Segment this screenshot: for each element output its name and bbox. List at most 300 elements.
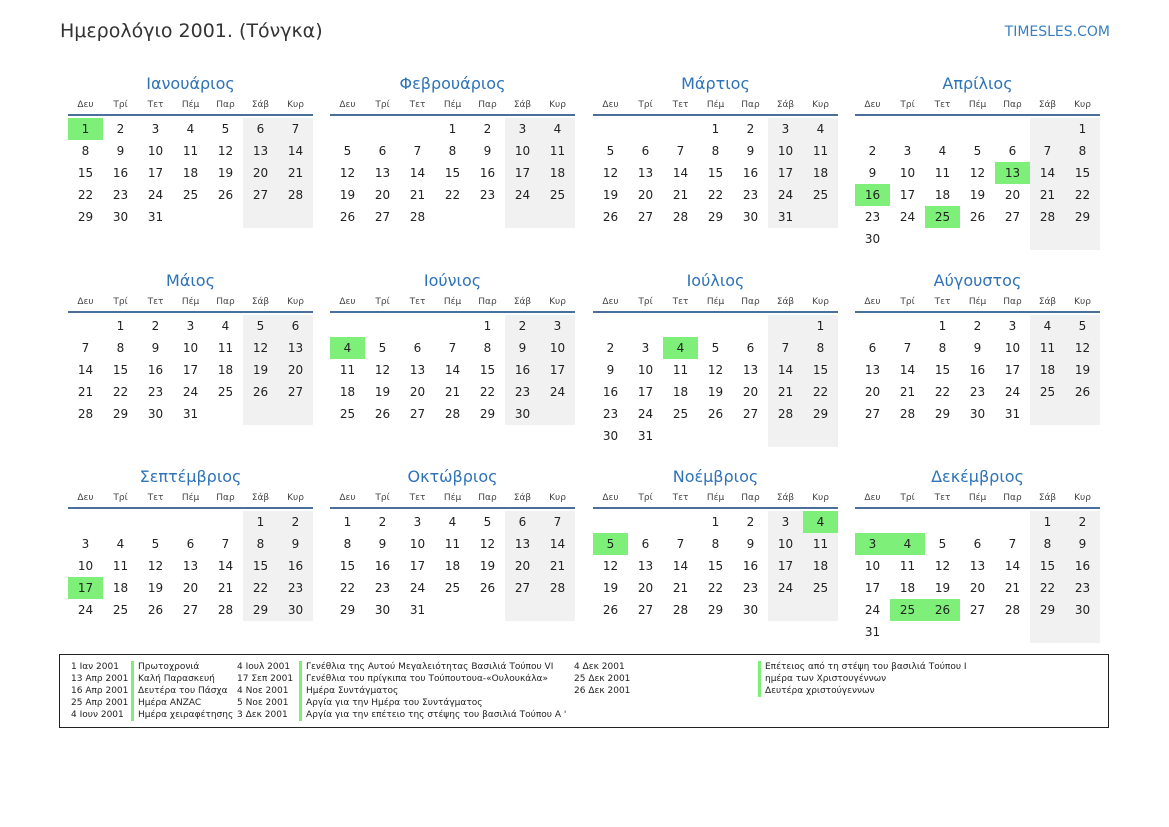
day-cell: 30	[278, 599, 313, 621]
empty-day-cell	[435, 599, 470, 621]
empty-day-cell	[173, 206, 208, 228]
weekday-label: Τρί	[638, 297, 653, 307]
empty-day-cell	[208, 403, 243, 425]
legend-item	[237, 709, 566, 721]
day-cell: 31	[182, 407, 199, 421]
weekday-label: Κυρ	[1074, 100, 1091, 110]
day-cell: 23	[1065, 577, 1100, 599]
day-cell: 5	[973, 144, 982, 158]
day-cell: 21	[1030, 184, 1065, 206]
weekday-label: Παρ	[216, 297, 235, 307]
day-cell: 20	[1004, 188, 1021, 202]
day-cell: 21	[672, 581, 689, 595]
week-row	[330, 359, 575, 381]
day-cell: 7	[676, 144, 685, 158]
day-cell: 18	[112, 581, 129, 595]
weekday-label: Τετ	[409, 297, 426, 307]
week-row	[855, 403, 1100, 425]
empty-day-cell	[435, 315, 470, 337]
day-cell: 23	[742, 188, 759, 202]
week-row	[68, 184, 313, 206]
day-cell: 8	[116, 341, 125, 355]
month-weeks	[68, 509, 313, 621]
day-cell: 3	[413, 515, 422, 529]
weekday-header	[593, 96, 838, 116]
empty-day-cell	[1065, 403, 1100, 425]
day-cell: 14	[409, 166, 426, 180]
holiday-day-cell: 4	[803, 511, 838, 533]
month-name: Ιούνιος	[423, 271, 482, 290]
empty-day-cell	[540, 206, 575, 228]
week-row	[593, 577, 838, 599]
day-cell: 4	[221, 319, 230, 333]
week-row	[855, 511, 1100, 533]
day-cell: 6	[413, 341, 422, 355]
day-cell: 25	[112, 603, 129, 617]
day-cell: 19	[602, 581, 619, 595]
day-cell: 5	[1065, 315, 1100, 337]
day-cell: 5	[483, 515, 492, 529]
holiday-date: 16 Απρ 2001	[71, 686, 129, 696]
holiday-day-cell: 3	[855, 533, 890, 555]
weekday-label: Σάβ	[513, 297, 532, 307]
day-cell: 28	[768, 403, 803, 425]
weekday-header	[68, 293, 313, 313]
day-cell: 10	[768, 533, 803, 555]
week-row	[68, 315, 313, 337]
holiday-day-cell: 4	[890, 533, 925, 555]
day-cell: 3	[151, 122, 160, 136]
empty-day-cell	[663, 425, 698, 447]
legend-item	[71, 685, 233, 697]
day-cell: 24	[637, 407, 654, 421]
day-cell: 29	[707, 210, 724, 224]
day-cell: 26	[147, 603, 164, 617]
day-cell: 6	[378, 144, 387, 158]
week-row	[330, 184, 575, 206]
day-cell: 16	[742, 166, 759, 180]
day-cell: 4	[186, 122, 195, 136]
day-cell: 12	[339, 166, 356, 180]
legend-item	[574, 661, 967, 673]
weekday-label: Πέμ	[181, 297, 200, 307]
weekday-label: Τετ	[672, 100, 689, 110]
site-link[interactable]: TIMESLES.COM	[1004, 24, 1110, 40]
day-cell: 12	[934, 559, 951, 573]
day-cell: 3	[81, 537, 90, 551]
day-cell: 16	[147, 363, 164, 377]
day-cell: 16	[112, 166, 129, 180]
weekday-label: Παρ	[741, 100, 760, 110]
weekday-label: Κυρ	[812, 493, 829, 503]
month-4	[855, 72, 1100, 250]
weekday-label: Κυρ	[1074, 297, 1091, 307]
empty-day-cell	[995, 621, 1030, 643]
week-row	[855, 555, 1100, 577]
day-cell: 19	[1065, 359, 1100, 381]
week-row	[593, 118, 838, 140]
empty-day-cell	[960, 228, 995, 250]
day-cell: 1	[343, 515, 352, 529]
day-cell: 14	[1030, 162, 1065, 184]
empty-day-cell	[243, 403, 278, 425]
empty-day-cell	[855, 315, 890, 337]
day-cell: 13	[243, 140, 278, 162]
day-cell: 19	[374, 385, 391, 399]
legend-item	[574, 673, 967, 685]
day-cell: 9	[868, 166, 877, 180]
weekday-label: Σάβ	[1038, 100, 1057, 110]
day-cell: 16	[479, 166, 496, 180]
day-cell: 16	[1065, 555, 1100, 577]
day-cell: 22	[803, 381, 838, 403]
weekday-label: Τρί	[375, 100, 390, 110]
weekday-label: Τετ	[147, 100, 164, 110]
day-cell: 30	[374, 603, 391, 617]
day-cell: 1	[711, 515, 720, 529]
week-row	[330, 555, 575, 577]
day-cell: 20	[969, 581, 986, 595]
day-cell: 21	[77, 385, 94, 399]
month-name: Ιανουάριος	[146, 74, 235, 93]
day-cell: 13	[742, 363, 759, 377]
day-cell: 15	[444, 166, 461, 180]
holiday-name: Ημέρα ANZAC	[131, 697, 201, 709]
day-cell: 19	[147, 581, 164, 595]
day-cell: 6	[278, 315, 313, 337]
day-cell: 25	[182, 188, 199, 202]
weekday-label: Κυρ	[287, 100, 304, 110]
day-cell: 12	[969, 166, 986, 180]
day-cell: 31	[864, 625, 881, 639]
holiday-date: 5 Νοε 2001	[237, 698, 289, 708]
day-cell: 5	[243, 315, 278, 337]
empty-day-cell	[470, 206, 505, 228]
month-9	[68, 465, 313, 621]
day-cell: 10	[540, 337, 575, 359]
day-cell: 9	[973, 341, 982, 355]
legend-item	[71, 661, 233, 673]
weekday-label: Πέμ	[443, 297, 462, 307]
day-cell: 15	[934, 363, 951, 377]
day-cell: 24	[182, 385, 199, 399]
day-cell: 3	[641, 341, 650, 355]
week-row	[855, 162, 1100, 184]
day-cell: 27	[864, 407, 881, 421]
day-cell: 13	[182, 559, 199, 573]
day-cell: 29	[803, 403, 838, 425]
empty-day-cell	[330, 315, 365, 337]
day-cell: 6	[505, 511, 540, 533]
day-cell: 12	[602, 166, 619, 180]
day-cell: 12	[479, 537, 496, 551]
day-cell: 1	[711, 122, 720, 136]
day-cell: 17	[1004, 363, 1021, 377]
week-row	[330, 337, 575, 359]
week-row	[855, 359, 1100, 381]
week-row	[855, 228, 1100, 250]
day-cell: 11	[1030, 337, 1065, 359]
weekday-header	[593, 293, 838, 313]
day-cell: 1	[938, 319, 947, 333]
day-cell: 14	[1004, 559, 1021, 573]
day-cell: 19	[707, 385, 724, 399]
day-cell: 31	[768, 206, 803, 228]
weekday-label: Δευ	[77, 493, 94, 503]
day-cell: 9	[606, 363, 615, 377]
month-weeks	[593, 313, 838, 447]
legend-column	[237, 661, 566, 721]
weekday-label: Παρ	[216, 100, 235, 110]
weekday-label: Τετ	[672, 493, 689, 503]
day-cell: 19	[934, 581, 951, 595]
week-row	[68, 162, 313, 184]
day-cell: 29	[479, 407, 496, 421]
month-name: Μάιος	[166, 271, 215, 290]
day-cell: 10	[899, 166, 916, 180]
day-cell: 6	[973, 537, 982, 551]
week-row	[593, 599, 838, 621]
day-cell: 21	[899, 385, 916, 399]
weekday-label: Τετ	[147, 493, 164, 503]
week-row	[68, 403, 313, 425]
day-cell: 21	[540, 555, 575, 577]
day-cell: 2	[378, 515, 387, 529]
week-row	[68, 206, 313, 228]
week-row	[593, 315, 838, 337]
day-cell: 1	[243, 511, 278, 533]
day-cell: 22	[77, 188, 94, 202]
day-cell: 20	[864, 385, 881, 399]
holiday-day-cell: 17	[68, 577, 103, 599]
day-cell: 7	[1008, 537, 1017, 551]
day-cell: 14	[217, 559, 234, 573]
week-row	[330, 315, 575, 337]
day-cell: 18	[182, 166, 199, 180]
day-cell: 28	[540, 577, 575, 599]
empty-day-cell	[995, 511, 1030, 533]
weekday-label: Πέμ	[443, 100, 462, 110]
week-row	[855, 140, 1100, 162]
day-cell: 29	[243, 599, 278, 621]
week-row	[593, 425, 838, 447]
day-cell: 14	[278, 140, 313, 162]
legend-item	[237, 697, 566, 709]
year-calendar	[68, 72, 1102, 658]
empty-day-cell	[435, 206, 470, 228]
empty-day-cell	[68, 315, 103, 337]
day-cell: 23	[742, 581, 759, 595]
day-cell: 8	[1065, 140, 1100, 162]
day-cell: 15	[1065, 162, 1100, 184]
day-cell: 5	[711, 341, 720, 355]
month-3	[593, 72, 838, 228]
week-row	[68, 140, 313, 162]
empty-day-cell	[1030, 403, 1065, 425]
day-cell: 3	[186, 319, 195, 333]
holiday-day-cell: 25	[925, 206, 960, 228]
day-cell: 17	[540, 359, 575, 381]
day-cell: 16	[374, 559, 391, 573]
day-cell: 31	[409, 603, 426, 617]
empty-day-cell	[698, 315, 733, 337]
day-cell: 7	[768, 337, 803, 359]
day-cell: 30	[742, 210, 759, 224]
month-name: Σεπτέμβριος	[139, 467, 242, 486]
week-row	[855, 577, 1100, 599]
day-cell: 19	[243, 359, 278, 381]
day-cell: 19	[969, 188, 986, 202]
day-cell: 16	[742, 559, 759, 573]
weekday-label: Κυρ	[1074, 493, 1091, 503]
weekday-label: Σάβ	[1038, 493, 1057, 503]
day-cell: 12	[147, 559, 164, 573]
holiday-name: Ημέρα Συντάγματος	[299, 685, 398, 697]
empty-day-cell	[663, 118, 698, 140]
day-cell: 20	[742, 385, 759, 399]
weekday-label: Παρ	[741, 493, 760, 503]
week-row	[330, 599, 575, 621]
weekday-label: Τετ	[409, 493, 426, 503]
holiday-date: 1 Ιαν 2001	[71, 662, 119, 672]
day-cell: 25	[1030, 381, 1065, 403]
day-cell: 16	[278, 555, 313, 577]
day-cell: 23	[278, 577, 313, 599]
weekday-label: Τρί	[375, 493, 390, 503]
day-cell: 10	[1004, 341, 1021, 355]
day-cell: 17	[899, 188, 916, 202]
day-cell: 22	[707, 581, 724, 595]
day-cell: 26	[602, 210, 619, 224]
weekday-header	[330, 293, 575, 313]
day-cell: 3	[768, 118, 803, 140]
day-cell: 2	[278, 511, 313, 533]
day-cell: 23	[147, 385, 164, 399]
day-cell: 11	[803, 533, 838, 555]
empty-day-cell	[1030, 118, 1065, 140]
weekday-header	[593, 489, 838, 509]
month-6	[330, 269, 575, 425]
weekday-label: Σάβ	[251, 100, 270, 110]
empty-day-cell	[365, 118, 400, 140]
legend-item	[71, 709, 233, 721]
month-5	[68, 269, 313, 425]
day-cell: 13	[409, 363, 426, 377]
month-name: Μάρτιος	[681, 74, 750, 93]
holiday-date: 25 Απρ 2001	[71, 698, 129, 708]
day-cell: 11	[182, 144, 199, 158]
holiday-day-cell: 25	[890, 599, 925, 621]
holiday-name: ημέρα των Χριστουγέννων	[758, 673, 886, 685]
day-cell: 21	[444, 385, 461, 399]
empty-day-cell	[400, 315, 435, 337]
day-cell: 13	[374, 166, 391, 180]
weekday-label: Παρ	[1003, 297, 1022, 307]
day-cell: 27	[1004, 210, 1021, 224]
month-7	[593, 269, 838, 447]
empty-day-cell	[768, 599, 803, 621]
day-cell: 30	[147, 407, 164, 421]
day-cell: 7	[278, 118, 313, 140]
day-cell: 23	[112, 188, 129, 202]
day-cell: 27	[969, 603, 986, 617]
day-cell: 12	[707, 363, 724, 377]
legend-item	[237, 661, 566, 673]
weekday-label: Δευ	[864, 100, 881, 110]
holiday-date: 4 Δεκ 2001	[574, 662, 625, 672]
day-cell: 17	[505, 162, 540, 184]
day-cell: 27	[278, 381, 313, 403]
day-cell: 18	[339, 385, 356, 399]
day-cell: 2	[1065, 511, 1100, 533]
day-cell: 25	[339, 407, 356, 421]
day-cell: 1	[1065, 118, 1100, 140]
weekday-label: Τρί	[375, 297, 390, 307]
day-cell: 24	[505, 184, 540, 206]
weekday-label: Πέμ	[968, 297, 987, 307]
holiday-name: Γενέθλια του πρίγκιπα του Τούπουτουα-«Ουλουκάλα»	[299, 673, 548, 685]
holiday-name: Πρωτοχρονιά	[131, 661, 199, 673]
weekday-label: Παρ	[741, 297, 760, 307]
week-row	[330, 206, 575, 228]
day-cell: 5	[221, 122, 230, 136]
weekday-label: Τρί	[113, 100, 128, 110]
day-cell: 20	[182, 581, 199, 595]
weekday-label: Σάβ	[1038, 297, 1057, 307]
empty-day-cell	[803, 425, 838, 447]
empty-day-cell	[855, 118, 890, 140]
day-cell: 13	[969, 559, 986, 573]
holiday-name: Αργία για την επέτειο της στέψης του βασιλιά Τούπου Α '	[299, 709, 566, 721]
day-cell: 30	[742, 603, 759, 617]
day-cell: 1	[1030, 511, 1065, 533]
day-cell: 2	[505, 315, 540, 337]
day-cell: 8	[81, 144, 90, 158]
month-weeks	[855, 509, 1100, 643]
month-name: Νοέμβριος	[672, 467, 759, 486]
empty-day-cell	[803, 206, 838, 228]
empty-day-cell	[890, 315, 925, 337]
weekday-label: Δευ	[77, 100, 94, 110]
week-row	[855, 315, 1100, 337]
day-cell: 30	[969, 407, 986, 421]
weekday-label: Τρί	[113, 297, 128, 307]
weekday-label: Τετ	[934, 297, 951, 307]
day-cell: 23	[505, 381, 540, 403]
holiday-date: 25 Δεκ 2001	[574, 674, 631, 684]
day-cell: 23	[969, 385, 986, 399]
weekday-label: Δευ	[864, 493, 881, 503]
day-cell: 29	[77, 210, 94, 224]
weekday-label: Παρ	[1003, 100, 1022, 110]
day-cell: 3	[540, 315, 575, 337]
day-cell: 15	[479, 363, 496, 377]
week-row	[68, 555, 313, 577]
weekday-label: Τρί	[113, 493, 128, 503]
empty-day-cell	[803, 599, 838, 621]
day-cell: 3	[505, 118, 540, 140]
month-weeks	[855, 313, 1100, 425]
holiday-date: 3 Δεκ 2001	[237, 710, 288, 720]
day-cell: 27	[637, 603, 654, 617]
empty-day-cell	[890, 118, 925, 140]
empty-day-cell	[995, 228, 1030, 250]
month-weeks	[330, 313, 575, 425]
month-2	[330, 72, 575, 228]
empty-day-cell	[960, 511, 995, 533]
day-cell: 29	[707, 603, 724, 617]
day-cell: 22	[444, 188, 461, 202]
